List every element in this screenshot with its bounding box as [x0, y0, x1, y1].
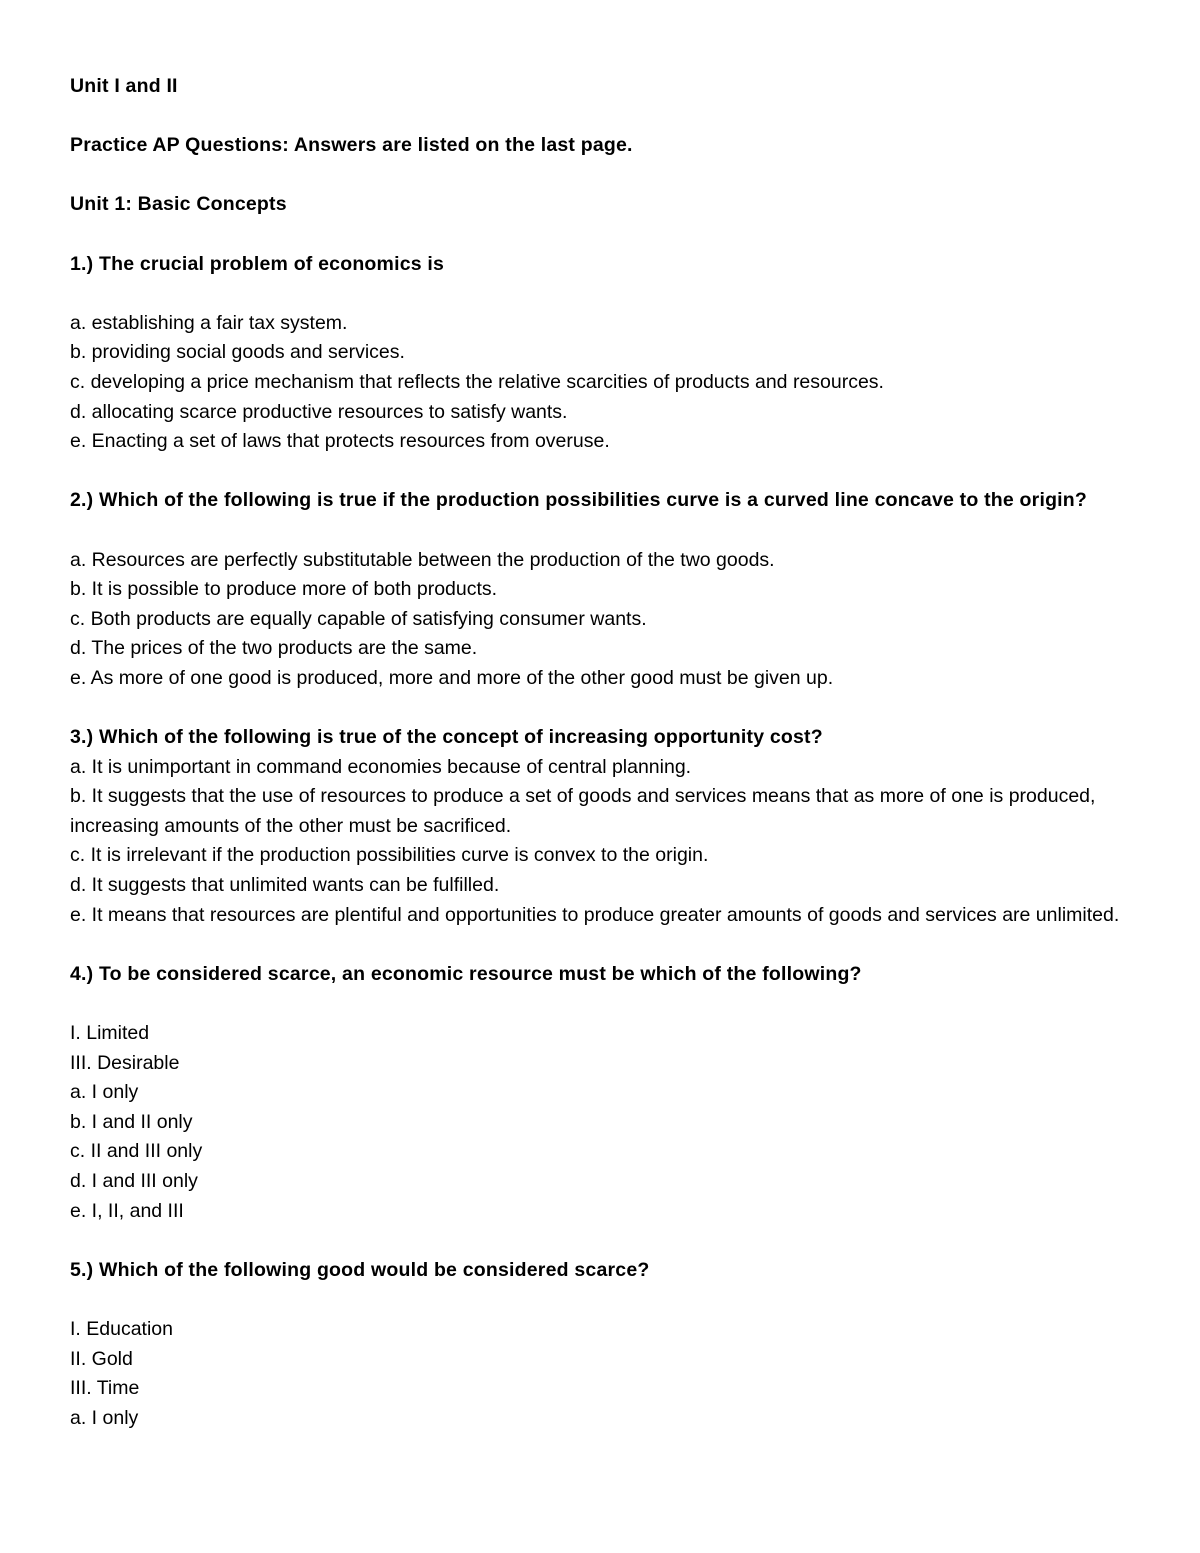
answer-choice: a. I only: [70, 1081, 139, 1104]
statement-item: I. Education: [70, 1317, 173, 1340]
answer-choice: d. It suggests that unlimited wants can be fulfilled.: [70, 874, 500, 897]
spacer: [70, 989, 1130, 1019]
answer-choice: d. allocating scarce productive resources to satisfy wants.: [70, 400, 568, 423]
answer-choice: c. Both products are equally capable of satisfying consumer wants.: [70, 607, 647, 630]
answer-choice: b. providing social goods and services.: [70, 341, 405, 364]
answer-choice: c. It is irrelevant if the production possibilities curve is convex to the origin.: [70, 844, 709, 867]
spacer: [70, 457, 1130, 487]
question-5: [70, 1256, 1130, 1434]
spacer: [70, 102, 1130, 132]
answer-choice: e. As more of one good is produced, more and more of the other good must be given up.: [70, 666, 834, 689]
answer-choice: a. establishing a fair tax system.: [70, 311, 348, 334]
spacer: [70, 161, 1130, 191]
statement-item: I. Limited: [70, 1022, 150, 1044]
answer-choice: d. The prices of the two products are the same.: [70, 637, 478, 660]
spacer: [70, 220, 1130, 250]
answer-choice: c. developing a price mechanism that reflects the relative scarcities of products and resources.: [70, 370, 884, 393]
question-1: [70, 250, 1130, 457]
question-prompt: 4.) To be considered scarce, an economic resource must be which of the following?: [70, 962, 862, 985]
statement-item: III. Desirable: [70, 1051, 180, 1074]
document-subtitle: Practice AP Questions: Answers are listed on the last page.: [70, 134, 633, 157]
answer-choice: b. I and II only: [70, 1110, 193, 1133]
spacer: [70, 1226, 1130, 1256]
question-prompt: 3.) Which of the following is true of the concept of increasing opportunity cost?: [70, 726, 823, 749]
question-2: [70, 486, 1130, 693]
answer-choice: d. I and III only: [70, 1169, 198, 1192]
spacer: [70, 1285, 1130, 1315]
spacer: [70, 693, 1130, 723]
spacer: [70, 930, 1130, 960]
question-4: [70, 960, 1130, 1226]
question-prompt: 5.) Which of the following good would be considered scarce?: [70, 1258, 650, 1281]
question-prompt: 2.) Which of the following is true if the production possibilities curve is a curved line concave to the origin?: [70, 489, 1088, 512]
document-page: [70, 72, 1130, 1433]
statement-item: II. Gold: [70, 1347, 133, 1370]
question-3: [70, 723, 1130, 930]
unit-heading: Unit 1: Basic Concepts: [70, 193, 287, 216]
question-prompt: 1.) The crucial problem of economics is: [70, 252, 445, 275]
answer-choice: e. It means that resources are plentiful and opportunities to produce greater amounts of goods and services are unlimited.: [70, 903, 1120, 926]
answer-choice: a. I only: [70, 1406, 139, 1429]
answer-choice: c. II and III only: [70, 1140, 203, 1163]
answer-choice: a. Resources are perfectly substitutable between the production of the two goods.: [70, 548, 775, 571]
answer-choice: e. I, II, and III: [70, 1199, 184, 1222]
answer-choice: b. It suggests that the use of resources to produce a set of goods and services means that as more of one is produced, increasing amounts of the other must be sacrificed.: [70, 785, 1096, 837]
answer-choice: e. Enacting a set of laws that protects resources from overuse.: [70, 430, 610, 453]
statement-item: III. Time: [70, 1377, 140, 1400]
answer-choice: b. It is possible to produce more of both products.: [70, 578, 498, 601]
spacer: [70, 516, 1130, 546]
spacer: [70, 279, 1130, 309]
document-title: Unit I and II: [70, 75, 178, 97]
answer-choice: a. It is unimportant in command economies because of central planning.: [70, 755, 692, 778]
